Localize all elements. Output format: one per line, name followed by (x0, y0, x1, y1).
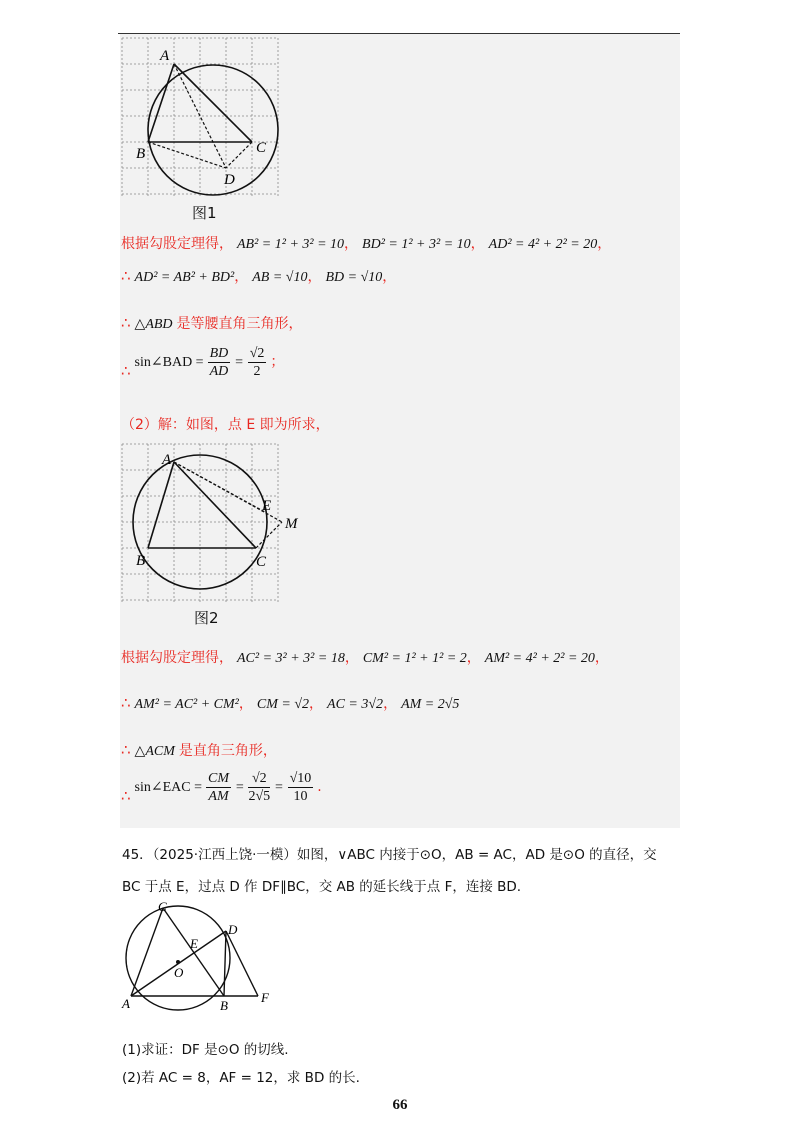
sol2-eq-cm2: CM² = 1² + 1² = 2 (362, 651, 467, 666)
fig2-label-A: A (162, 452, 172, 468)
sep: ， (382, 269, 397, 285)
q45-subquestion-1: (1)求证：DF 是⊙O 的切线. (122, 1042, 289, 1058)
sol1-eq-ad2: AD² = 4² + 2² = 20 (488, 237, 598, 252)
sol2-frac-root (248, 770, 270, 805)
sol1-line2 (121, 266, 396, 286)
frac-num: √10 (289, 771, 312, 786)
sep: . (317, 779, 322, 796)
q45-label-O: O (174, 965, 184, 980)
frac-den: 2√5 (248, 789, 271, 804)
page-number: 66 (392, 1097, 408, 1113)
sol1-frac-root2 (248, 345, 267, 380)
sol2-sin-lhs: sin∠EAC = (134, 780, 203, 796)
sep: ， (344, 236, 359, 252)
frac-num: √2 (249, 346, 265, 361)
sol2-eq-ac2: AC² = 3² + 3² = 18 (237, 651, 345, 666)
sol2-line1-text: 根据勾股定理得， (121, 650, 233, 666)
therefore-symbol: ∴ (121, 694, 131, 712)
fig1-label-B: B (136, 146, 146, 162)
sep: ， (383, 696, 398, 712)
sol1-eq-sum: AD² = AB² + BD² (134, 270, 235, 285)
sol2-line1 (121, 647, 609, 667)
fig2-label-E: E (262, 498, 272, 514)
sep: ， (466, 650, 481, 666)
sol1-eq-bd2: BD² = 1² + 3² = 10 (362, 237, 471, 252)
sol1-frac-bd-ad (208, 345, 231, 380)
equals-sign: = (274, 780, 284, 796)
q45-label-C: C (158, 899, 167, 914)
therefore-symbol: ∴ (121, 362, 131, 380)
therefore-symbol: ∴ (121, 314, 131, 332)
q45-subquestion-2: (2)若 AC = 8，AF = 12，求 BD 的长. (122, 1070, 360, 1086)
sep: ， (470, 236, 485, 252)
frac-num: BD (209, 346, 229, 361)
sep: ； (270, 354, 285, 371)
sol2-eq-cm: CM = √2 (256, 697, 310, 712)
sol1-line3 (121, 313, 303, 333)
therefore-symbol: ∴ (121, 267, 131, 285)
sol2-line3 (121, 740, 277, 760)
sol2-line3-text: 是直角三角形， (178, 743, 277, 759)
fig1-label-A: A (160, 48, 170, 64)
q45-line2: BC 于点 E，过点 D 作 DF∥BC，交 AB 的延长线于点 F，连接 BD. (122, 879, 522, 895)
sep: ， (234, 269, 249, 285)
sol2-eq-am: AM = 2√5 (401, 697, 460, 712)
equals-sign: = (235, 780, 245, 796)
sol2-triangle: △ACM (134, 744, 175, 759)
therefore-symbol: ∴ (121, 741, 131, 759)
fig2-label-B: B (136, 553, 146, 569)
sep: ， (344, 650, 359, 666)
q45-line1: 45．（2025·江西上饶·一模）如图，∨ABC 内接于⊙O，AB = AC，AD 是⊙O 的直径，交 (122, 847, 657, 863)
sol1-line1-text: 根据勾股定理得， (121, 236, 233, 252)
sep: ， (307, 269, 322, 285)
fig2-label-C: C (256, 554, 267, 570)
figure-1 (120, 36, 290, 198)
sol2-line2 (121, 693, 459, 713)
fig1-label-C: C (256, 140, 267, 156)
sol1-triangle: △ABD (134, 317, 173, 332)
sol1-eq-ab: AB = √10 (252, 270, 308, 285)
frac-den: AD (209, 364, 229, 379)
fig1-label-D: D (224, 172, 235, 188)
q45-label-D: D (228, 922, 238, 937)
fig2-label-M: M (285, 516, 298, 532)
sol1-line1 (121, 233, 611, 253)
frac-num: CM (208, 771, 230, 786)
sol2-eq-am2: AM² = 4² + 2² = 20 (484, 651, 595, 666)
sol2-line4 (121, 770, 322, 805)
sol2-frac-cm-am (206, 770, 231, 805)
part2-heading: （2）解：如图，点 E 即为所求， (121, 417, 330, 433)
frac-den: AM (208, 789, 229, 804)
equals-sign: = (234, 355, 244, 371)
sol1-line3-text: 是等腰直角三角形， (176, 316, 303, 332)
q45-label-E: E (190, 936, 198, 951)
figure-2-caption: 图2 (194, 609, 219, 627)
sol1-sin-lhs: sin∠BAD = (134, 355, 204, 371)
sol2-frac-result (288, 770, 314, 805)
sol2-eq-sum: AM² = AC² + CM² (134, 697, 239, 712)
sol1-eq-bd: BD = √10 (325, 270, 383, 285)
sep: ， (309, 696, 324, 712)
q45-figure (118, 898, 288, 1018)
figure-2 (120, 442, 310, 604)
sol1-eq-ab2: AB² = 1² + 3² = 10 (237, 237, 345, 252)
frac-num: √2 (248, 770, 270, 788)
figure-1-caption: 图1 (192, 204, 217, 222)
q45-label-A: A (122, 996, 130, 1011)
sol1-line4 (121, 345, 284, 380)
q45-label-B: B (220, 998, 228, 1013)
sep: ， (238, 696, 253, 712)
frac-den: 2 (253, 364, 261, 379)
q45-label-F: F (261, 990, 269, 1005)
therefore-symbol: ∴ (121, 787, 131, 805)
sep: ， (594, 650, 609, 666)
sol2-eq-ac: AC = 3√2 (327, 697, 384, 712)
sep: ， (597, 236, 612, 252)
frac-den: 10 (293, 789, 308, 804)
